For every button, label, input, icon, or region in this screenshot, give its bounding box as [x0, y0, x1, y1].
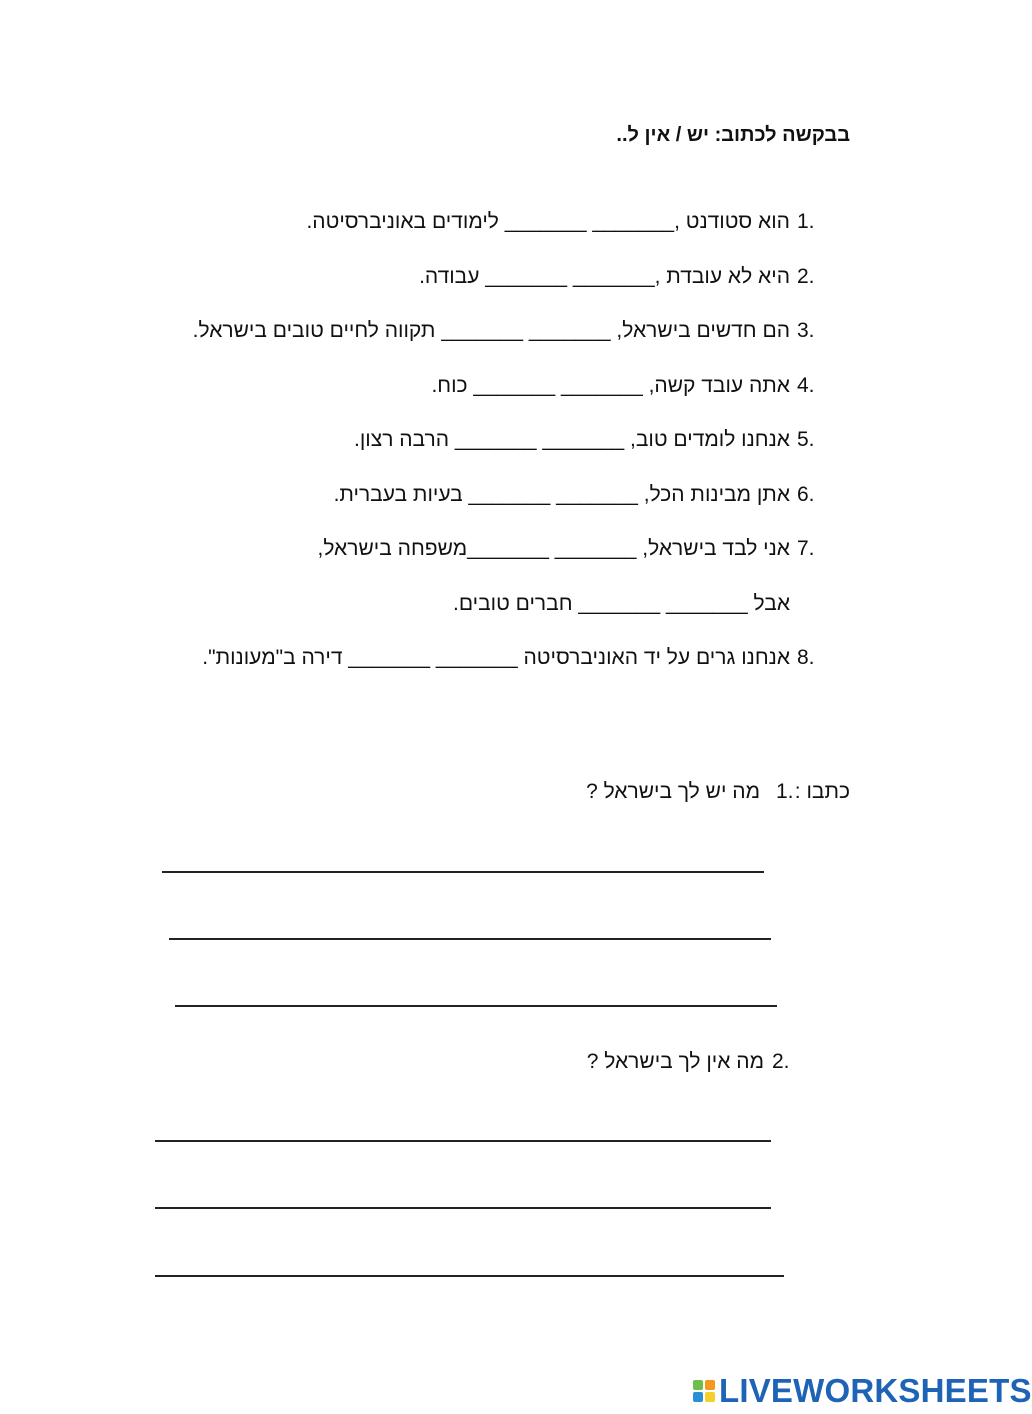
- logo-mark-icon: [693, 1380, 715, 1402]
- logo-square-icon: [693, 1380, 703, 1390]
- item-sentence: אתה עובד קשה, _______ _______ כוח.: [431, 374, 790, 397]
- logo-text: LIVEWORKSHEETS: [719, 1372, 1032, 1409]
- write-prompt-label: כתבו :: [794, 780, 850, 803]
- item-sentence: אנחנו גרים על יד האוניברסיטה _______ _______ דירה ב"מעונות".: [202, 646, 790, 669]
- answer-line-1-1[interactable]: [162, 845, 764, 873]
- item-sentence: אבל _______ _______ חברים טובים.: [452, 592, 790, 615]
- answer-line-1-2[interactable]: [169, 912, 771, 940]
- item-sentence: הוא סטודנט ,_______ _______ לימודים באוניברסיטה.: [306, 210, 790, 233]
- item-number: 4.: [797, 374, 815, 397]
- answer-line-2-1[interactable]: [155, 1114, 771, 1142]
- answer-line-1-3[interactable]: [175, 979, 777, 1007]
- worksheet-title: בבקשה לכתוב: יש / אין ל..: [616, 124, 850, 146]
- item-number: 5.: [797, 428, 815, 451]
- logo-square-icon: [693, 1392, 703, 1402]
- liveworksheets-logo: [693, 1374, 1032, 1408]
- item-number: 8.: [797, 646, 815, 669]
- item-sentence: היא לא עובדת ,_______ _______ עבודה.: [419, 265, 790, 288]
- item-number: 3.: [797, 319, 815, 342]
- question-text: מה אין לך בישראל ?: [586, 1050, 764, 1073]
- item-sentence: אני לבד בישראל, _______ _______משפחה בישראל,: [317, 537, 790, 560]
- item-number: 2.: [797, 265, 815, 288]
- item-sentence: אנחנו לומדים טוב, _______ _______ הרבה רצון.: [354, 428, 790, 451]
- logo-square-icon: [705, 1380, 715, 1390]
- item-sentence: הם חדשים בישראל, _______ _______ תקווה לחיים טובים בישראל.: [192, 319, 790, 342]
- answer-line-2-2[interactable]: [155, 1181, 771, 1209]
- item-number: 7.: [797, 537, 815, 560]
- question-number: 2.: [772, 1050, 790, 1073]
- item-number: 6.: [797, 483, 815, 506]
- logo-square-icon: [705, 1392, 715, 1402]
- item-sentence: אתן מבינות הכל, _______ _______ בעיות בעברית.: [333, 483, 790, 506]
- question-text: מה יש לך בישראל ?: [586, 780, 760, 803]
- answer-line-2-3[interactable]: [155, 1249, 784, 1277]
- item-number: 1.: [797, 210, 815, 233]
- question-number: 1.: [776, 780, 794, 803]
